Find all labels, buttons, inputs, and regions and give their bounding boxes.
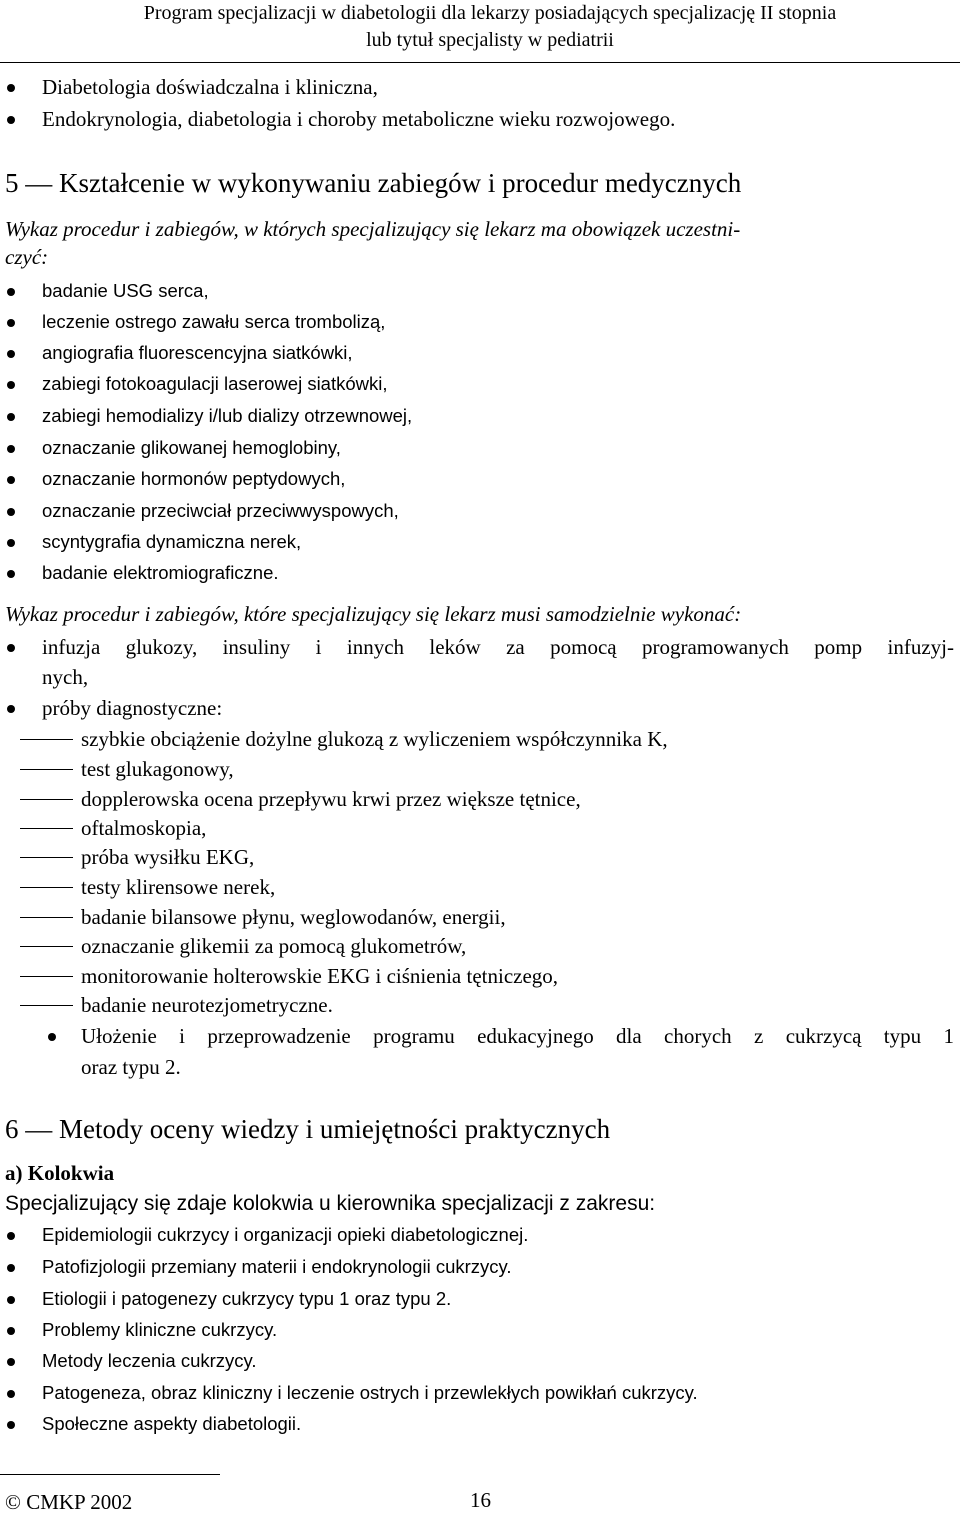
list-item-text: badanie USG serca, (42, 280, 209, 301)
section-5-title: 5 — Kształcenie w wykonywaniu zabiegów i procedur medycznych (5, 168, 742, 198)
list-item-text: monitorowanie holterowskie EKG i ciśnienia tętniczego, (81, 964, 559, 988)
dash-icon (20, 739, 73, 740)
list-item-text: oznaczanie glikowanej hemoglobiny, (42, 437, 341, 458)
bullet-icon (7, 445, 15, 453)
bullet-icon (7, 508, 15, 516)
list-item-continuation: oraz typu 2. (81, 1055, 181, 1079)
list-item-text: Endokrynologia, diabetologia i choroby metaboliczne wieku rozwojowego. (42, 107, 676, 131)
bullet-icon (7, 319, 15, 327)
page-number: 16 (470, 1488, 491, 1512)
bullet-icon (7, 381, 15, 389)
list-item-text: Ułożenie i przeprowadzenie programu edukacyjnego dla chorych z cukrzycą typu 1 (81, 1024, 954, 1048)
list-item-text: zabiegi fotokoagulacji laserowej siatkówki, (42, 373, 388, 394)
list-item-continuation: nych, (42, 665, 89, 689)
footer-divider (0, 1474, 220, 1475)
list-item-text: badanie bilansowe płynu, weglowodanów, energii, (81, 905, 506, 929)
list-item-text: oznaczanie hormonów peptydowych, (42, 468, 346, 489)
bullet-icon (7, 1358, 15, 1366)
section-6-title: 6 — Metody oceny wiedzy i umiejętności praktycznych (5, 1114, 611, 1144)
dash-icon (20, 799, 73, 800)
list-item-text: Problemy kliniczne cukrzycy. (42, 1319, 278, 1340)
footer-copyright: © CMKP 2002 (5, 1490, 133, 1514)
list-item-text: Patofizjologii przemiany materii i endokrynologii cukrzycy. (42, 1256, 512, 1277)
running-header-line-2: lub tytuł specjalisty w pediatrii (366, 29, 614, 51)
bullet-icon (7, 1264, 15, 1272)
list-item-text: próba wysiłku EKG, (81, 845, 255, 869)
bullet-icon (7, 1390, 15, 1398)
bullet-icon (7, 539, 15, 547)
bullet-icon (7, 1232, 15, 1240)
list-item-text: Etiologii i patogenezy cukrzycy typu 1 oraz typu 2. (42, 1288, 452, 1309)
bullet-icon (7, 413, 15, 421)
list-item-text: Epidemiologii cukrzycy i organizacji opieki diabetologicznej. (42, 1224, 529, 1245)
list-item-text: scyntygrafia dynamiczna nerek, (42, 531, 302, 552)
list-item-text: oznaczanie glikemii za pomocą glukometrów, (81, 934, 467, 958)
subsection-intro: Specjalizujący się zdaje kolokwia u kierownika specjalizacji z zakresu: (5, 1192, 656, 1215)
list-item-text: Społeczne aspekty diabetologii. (42, 1413, 302, 1434)
list-item-text: infuzja glukozy, insuliny i innych leków za pomocą programowanych pomp infuzyj- (42, 635, 954, 659)
dash-icon (20, 917, 73, 918)
dash-icon (20, 976, 73, 977)
list-item-text: leczenie ostrego zawału serca trombolizą, (42, 311, 386, 332)
list-item-text: test glukagonowy, (81, 757, 234, 781)
bullet-icon (48, 1033, 56, 1041)
bullet-icon (7, 570, 15, 578)
bullet-icon (7, 288, 15, 296)
list-item-text: testy klirensowe nerek, (81, 875, 276, 899)
bullet-icon (7, 84, 15, 92)
list-item-text: zabiegi hemodializy i/lub dializy otrzewnowej, (42, 405, 413, 426)
list-item-text: próby diagnostyczne: (42, 696, 223, 720)
bullet-icon (7, 476, 15, 484)
header-divider (0, 62, 960, 63)
list-item-text: Patogeneza, obraz kliniczny i leczenie ostrych i przewlekłych powikłań cukrzycy. (42, 1382, 698, 1403)
bullet-icon (7, 116, 15, 124)
dash-icon (20, 857, 73, 858)
bullet-icon (7, 705, 15, 713)
bullet-icon (7, 1296, 15, 1304)
list-item-text: Metody leczenia cukrzycy. (42, 1350, 257, 1371)
list-item-text: badanie neurotezjometryczne. (81, 993, 333, 1017)
dash-icon (20, 769, 73, 770)
participate-intro-line-1: Wykaz procedur i zabiegów, w których specjalizujący się lekarz ma obowiązek uczestni- (5, 217, 741, 241)
list-item-text: dopplerowska ocena przepływu krwi przez większe tętnice, (81, 787, 581, 811)
running-header-line-1: Program specjalizacji w diabetologii dla lekarzy posiadających specjalizację II stopnia (143, 2, 837, 24)
list-item-text: angiografia fluorescencyjna siatkówki, (42, 342, 353, 363)
list-item-text: Diabetologia doświadczalna i kliniczna, (42, 75, 378, 99)
bullet-icon (7, 1327, 15, 1335)
bullet-icon (7, 644, 15, 652)
dash-icon (20, 887, 73, 888)
list-item-text: szybkie obciążenie dożylne glukozą z wyliczeniem współczynnika K, (81, 727, 668, 751)
list-item-text: oznaczanie przeciwciał przeciwwyspowych, (42, 500, 399, 521)
dash-icon (20, 946, 73, 947)
subsection-title: a) Kolokwia (5, 1161, 115, 1185)
dash-icon (20, 828, 73, 829)
bullet-icon (7, 350, 15, 358)
dash-icon (20, 1005, 73, 1006)
bullet-icon (7, 1421, 15, 1429)
perform-intro: Wykaz procedur i zabiegów, które specjalizujący się lekarz musi samodzielnie wykonać: (5, 602, 742, 626)
participate-intro-line-2: czyć: (5, 245, 49, 269)
list-item-text: oftalmoskopia, (81, 816, 207, 840)
list-item-text: badanie elektromiograficzne. (42, 562, 279, 583)
